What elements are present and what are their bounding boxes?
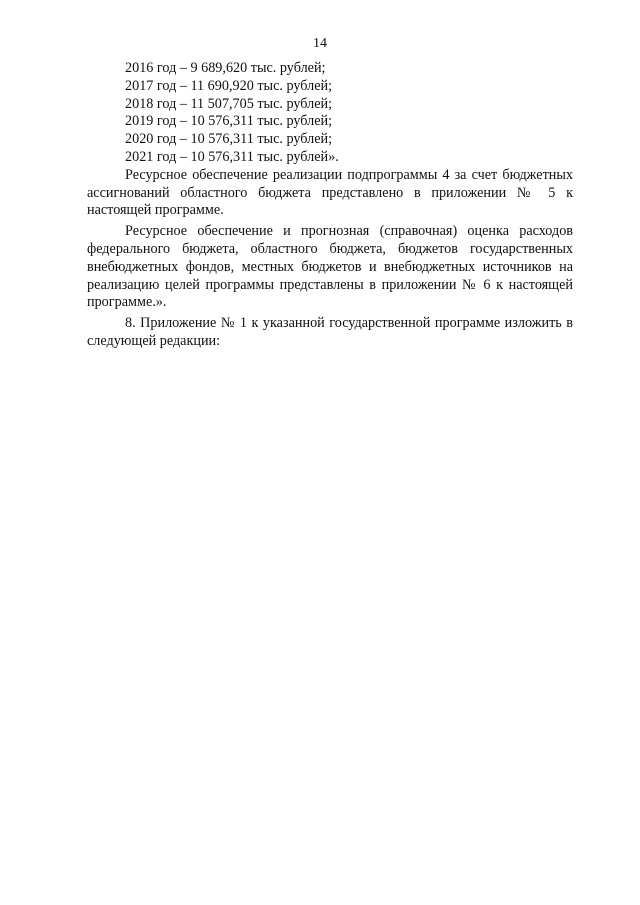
- funding-by-year-list: [87, 60, 573, 167]
- funding-year-2016: 2016 год – 9 689,620 тыс. рублей;: [125, 60, 326, 76]
- page-number: 14: [313, 36, 327, 51]
- funding-year-2020: 2020 год – 10 576,311 тыс. рублей;: [125, 131, 333, 148]
- funding-year-2021: 2021 год – 10 576,311 тыс. рублей».: [125, 148, 339, 165]
- funding-year-2017: 2017 год – 11 690,920 тыс. рублей;: [125, 77, 333, 94]
- paragraph-appendix-1-amendment: 8. Приложение № 1 к указанной государственной программе изложить в следующей редакции:: [87, 315, 573, 349]
- funding-year-2018: 2018 год – 11 507,705 тыс. рублей;: [125, 95, 333, 112]
- funding-year-2019: 2019 год – 10 576,311 тыс. рублей;: [125, 113, 333, 130]
- paragraph-forecast-estimate: Ресурсное обеспечение и прогнозная (справочная) оценка расходов федерального бюджета, областного бюджета, бюджетов государственных внебюджетных фондов, местных бюджетов и внебюджетных источников на реализацию целей программы представлены в приложении № 6 к настоящей программе.».: [87, 223, 573, 311]
- document-body: [87, 60, 573, 354]
- paragraph-subprogram-4-funding: Ресурсное обеспечение реализации подпрограммы 4 за счет бюджетных ассигнований областного бюджета представлено в приложении № 5 к настоящей программе.: [87, 166, 573, 219]
